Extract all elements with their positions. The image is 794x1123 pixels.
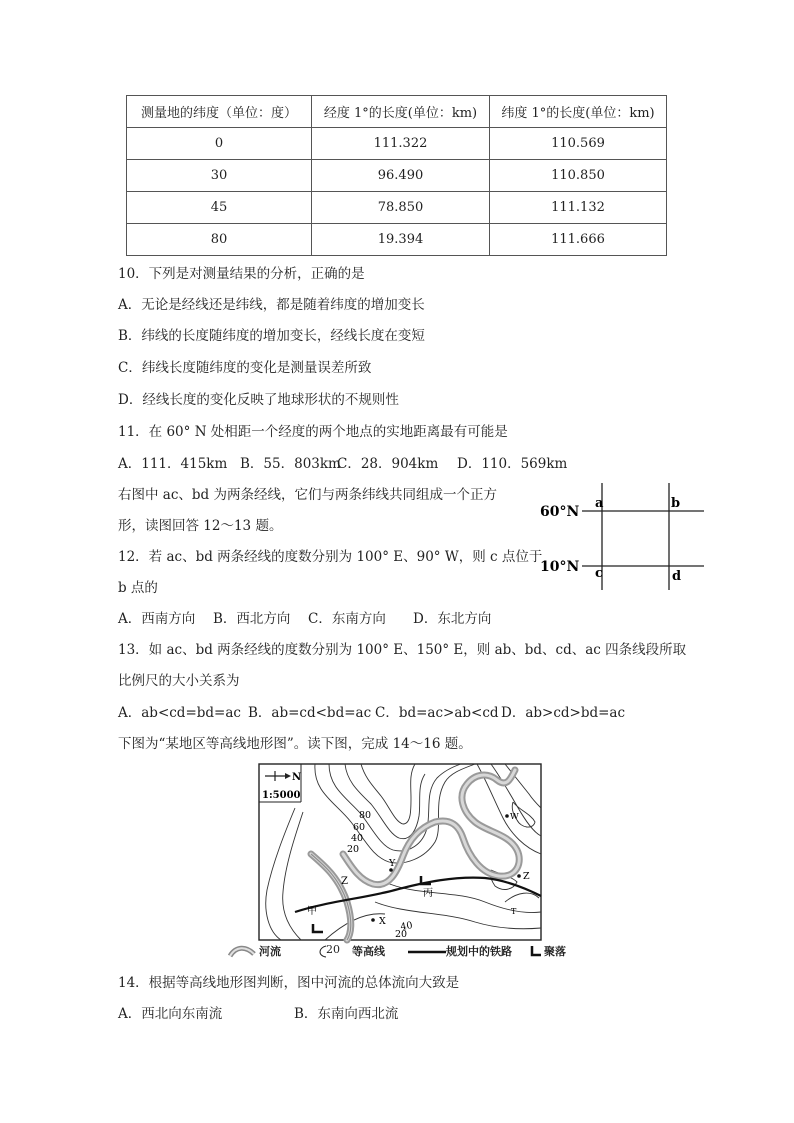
- point-a: a: [595, 496, 604, 511]
- point-t: T: [511, 907, 517, 916]
- measurement-table: [126, 95, 667, 256]
- q12-option-d: D．东北方向: [413, 611, 492, 627]
- point-z-west: Z: [341, 876, 348, 887]
- table-header-cell: 测量地的纬度（单位：度）: [127, 96, 312, 128]
- label-60n: 60°N: [540, 504, 580, 520]
- table-cell: 111.322: [312, 128, 490, 160]
- q13-options: [118, 701, 625, 721]
- village-bing: 丙: [423, 888, 433, 899]
- point-w-dot: [505, 814, 509, 818]
- map-scale: 1:5000: [262, 790, 301, 801]
- village-jia: 甲: [307, 906, 317, 917]
- table-cell: 30: [127, 160, 312, 192]
- meridian-grid-figure: [530, 480, 710, 592]
- legend-railway-label: 规划中的铁路: [446, 945, 512, 958]
- q12-option-b: B．西北方向: [213, 611, 291, 627]
- q13-stem-line1: 13．如 ac、bd 两条经线的度数分别为 100° E、150° E，则 ab、bd、cd、ac 四条线段所取: [118, 642, 687, 658]
- q10-option-a: A．无论是经线还是纬线，都是随着纬度的增加变长: [118, 297, 425, 313]
- table-row: [127, 224, 667, 256]
- q13-option-b: B．ab=cd<bd=ac: [248, 705, 372, 721]
- q13-option-d: D．ab>cd>bd=ac: [501, 705, 626, 721]
- legend-settlement-label: 聚落: [544, 945, 566, 958]
- table-cell: 111.132: [490, 192, 667, 224]
- legend-river-icon: [228, 944, 256, 958]
- contour-map-legend: [228, 941, 578, 961]
- q13-stem-line2: 比例尺的大小关系为: [118, 673, 240, 689]
- legend-railway-icon: [408, 949, 448, 955]
- q13-option-a: A．ab<cd=bd=ac: [118, 705, 241, 721]
- q11-option-a: A．111．415km: [118, 456, 228, 472]
- q10-stem: 10．下列是对测量结果的分析，正确的是: [118, 266, 365, 282]
- q11-option-c: C．28．904km: [337, 456, 439, 472]
- table-cell: 0: [127, 128, 312, 160]
- q10-option-c: C．纬线长度随纬度的变化是测量误差所致: [118, 360, 372, 376]
- contour-label-60: 60: [353, 822, 366, 833]
- contour-label-20b: 20: [395, 929, 408, 940]
- table-cell: 78.850: [312, 192, 490, 224]
- q12-option-a: A．西南方向: [118, 611, 196, 627]
- table-header-cell: 经度 1°的长度(单位：km): [312, 96, 490, 128]
- point-b: b: [671, 496, 681, 511]
- table-cell: 80: [127, 224, 312, 256]
- point-d: d: [672, 569, 682, 584]
- point-c: c: [595, 566, 603, 581]
- contour-map: [255, 762, 575, 962]
- table-cell: 45: [127, 192, 312, 224]
- table-cell: 110.850: [490, 160, 667, 192]
- q14-options: [118, 1002, 398, 1022]
- point-z-east: Z: [523, 871, 530, 882]
- q14-option-b: B．东南向西北流: [294, 1006, 399, 1022]
- q10-option-d: D．经线长度的变化反映了地球形状的不规则性: [118, 392, 399, 408]
- table-cell: 19.394: [312, 224, 490, 256]
- intro-14-16: 下图为“某地区等高线地形图”。读下图，完成 14～16 题。: [118, 736, 472, 752]
- legend-river-label: 河流: [259, 945, 281, 958]
- q12-stem-line1: 12．若 ac、bd 两条经线的度数分别为 100° E、90° W，则 c 点位于: [118, 549, 543, 565]
- q12-option-c: C．东南方向: [308, 611, 386, 627]
- label-10n: 10°N: [540, 559, 580, 575]
- q14-stem: 14．根据等高线地形图判断，图中河流的总体流向大致是: [118, 975, 460, 991]
- intro-12-13-line2: 形，读图回答 12～13 题。: [118, 518, 283, 534]
- q11-option-b: B．55．803km: [240, 456, 341, 472]
- north-label: N: [292, 772, 302, 783]
- intro-12-13-line1: 右图中 ac、bd 为两条经线，它们与两条纬线共同组成一个正方: [118, 487, 497, 503]
- table-cell: 110.569: [490, 128, 667, 160]
- contour-label-40: 40: [351, 833, 364, 844]
- table-cell: 111.666: [490, 224, 667, 256]
- q10-option-b: B．纬线的长度随纬度的增加变长，经线长度在变短: [118, 328, 425, 344]
- point-w: W: [510, 812, 519, 822]
- contour-label-80: 80: [359, 810, 372, 821]
- table-row: [127, 128, 667, 160]
- q13-option-c: C．bd=ac>ab<cd: [375, 705, 499, 721]
- legend-settlement-icon: [529, 944, 543, 958]
- point-x-dot: [371, 918, 375, 922]
- point-y: Y: [389, 858, 396, 869]
- q12-stem-line2: b 点的: [118, 580, 158, 596]
- q11-option-d: D．110．569km: [457, 456, 568, 472]
- contour-label-20: 20: [347, 844, 360, 855]
- table-row: [127, 160, 667, 192]
- q14-option-a: A．西北向东南流: [118, 1006, 223, 1022]
- q11-options: [118, 452, 567, 472]
- table-cell: 96.490: [312, 160, 490, 192]
- table-header-row: [127, 96, 667, 128]
- point-x: X: [379, 916, 386, 927]
- q11-stem: 11．在 60° N 处相距一个经度的两个地点的实地距离最有可能是: [118, 424, 508, 440]
- legend-contour-label: 等高线: [352, 945, 385, 958]
- table-row: [127, 192, 667, 224]
- point-z-east-dot: [517, 874, 521, 878]
- legend-contour-value: 20: [326, 943, 340, 956]
- q12-options: [118, 607, 491, 627]
- table-header-cell: 纬度 1°的长度(单位：km): [490, 96, 667, 128]
- contour-label-40b: 40: [399, 920, 414, 933]
